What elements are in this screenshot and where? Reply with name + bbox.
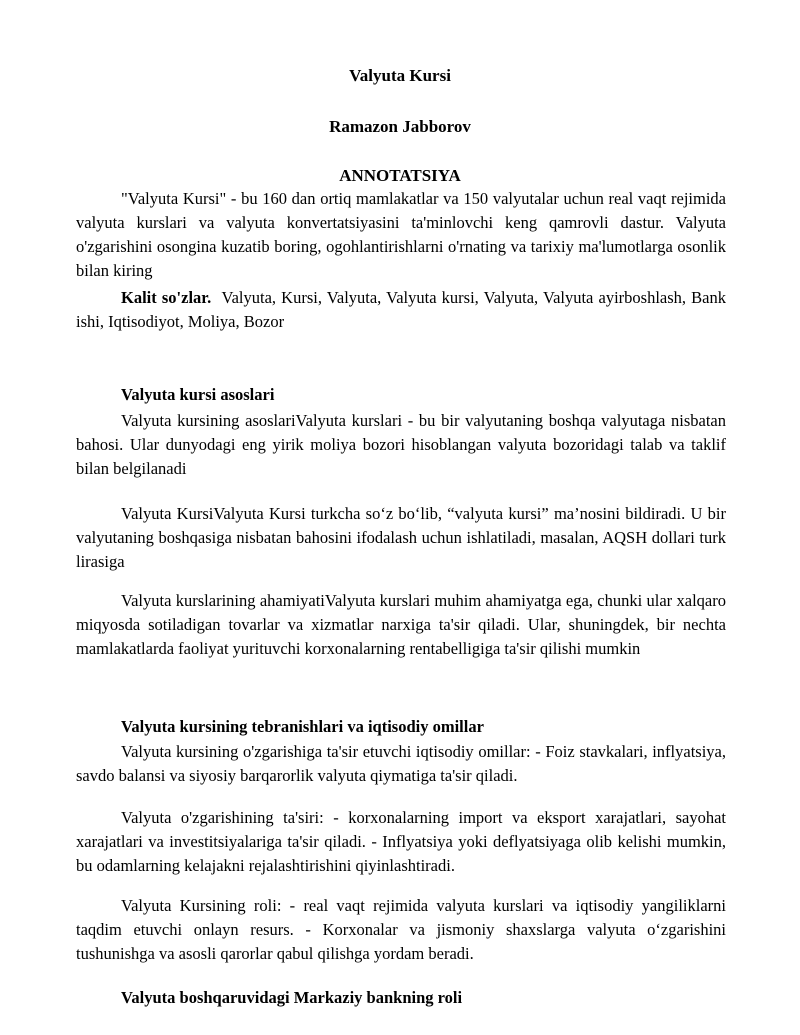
body-paragraph: Valyuta kursining o'zgarishiga ta'sir etuvchi iqtisodiy omillar: - Foiz stavkalari, inflyatsiya, savdo balansi va siyosiy barqarorlik valyuta qiymatiga ta'sir qiladi. <box>76 742 726 785</box>
body-paragraph: Valyuta o'zgarishining ta'siri: - korxonalarning import va eksport xarajatlari, sayohat xarajatlari va investitsiyalariga ta'sir qiladi. - Inflyatsiya yoki deflyatsiyaga olib kelishi mumkin, bu odamlarning kelajakni rejalashtirishini qiyinlashtiradi. <box>76 808 726 875</box>
section-heading: Valyuta kursi asoslari <box>121 385 275 404</box>
body-paragraph: Valyuta kursining asoslariValyuta kurslari - bu bir valyutaning boshqa valyutaga nisbatan bahosi. Ular dunyodagi eng yirik moliya bozori hisoblangan valyuta bozoridagi talab va taklif bilan belgilanadi <box>76 411 726 478</box>
body-paragraph: Valyuta kurslarining ahamiyatiValyuta kurslari muhim ahamiyatga ega, chunki ular xalqaro miqyosda sotiladigan tovarlar va xizmatlar narxiga ta'sir qiladi. Ular, shuningdek, bir nechta mamlakatlarda faoliyat yurituvchi korxonalarning rentabelligiga ta'sir qilishi mumkin <box>76 591 726 658</box>
keywords-paragraph <box>76 286 726 334</box>
section-heading: Valyuta kursining tebranishlari va iqtisodiy omillar <box>121 717 484 736</box>
body-paragraph: Valyuta Kursining roli: - real vaqt rejimida valyuta kurslari va iqtisodiy yangiliklarni taqdim etuvchi onlayn resurs. - Korxonalar va jismoniy shaxslarga valyuta o‘zgarishini tushunishga va asosli qarorlar qabul qilishga yordam beradi. <box>76 896 726 963</box>
annotation-heading: ANNOTATSIYA <box>339 166 461 185</box>
keywords-text: Valyuta, Kursi, Valyuta, Valyuta kursi, Valyuta, Valyuta ayirboshlash, Bank ishi, Iqtisodiyot, Moliya, Bozor <box>76 288 727 331</box>
annotation-paragraph: "Valyuta Kursi" - bu 160 dan ortiq mamlakatlar va 150 valyutalar uchun real vaqt rejimida valyuta kurslari va valyuta konvertatsiyasini ta'minlovchi keng qamrovli dastur. Valyuta o'zgarishini osongina kuzatib boring, ogohlantirishlarni o'rnating va tarixiy ma'lumotlarga osonlik bilan kiring <box>76 189 726 280</box>
document-author: Ramazon Jabborov <box>329 117 471 136</box>
section-heading: Valyuta boshqaruvidagi Markaziy bankning roli <box>121 988 463 1007</box>
document-title: Valyuta Kursi <box>349 66 451 85</box>
keywords-label: Kalit so'zlar. <box>121 288 212 307</box>
body-paragraph: Valyuta KursiValyuta Kursi turkcha so‘z bo‘lib, “valyuta kursi” ma’nosini bildiradi. U bir valyutaning boshqasiga nisbatan bahosini ifodalash uchun ishlatiladi, masalan, AQSH dollari turk lirasiga <box>76 504 726 571</box>
